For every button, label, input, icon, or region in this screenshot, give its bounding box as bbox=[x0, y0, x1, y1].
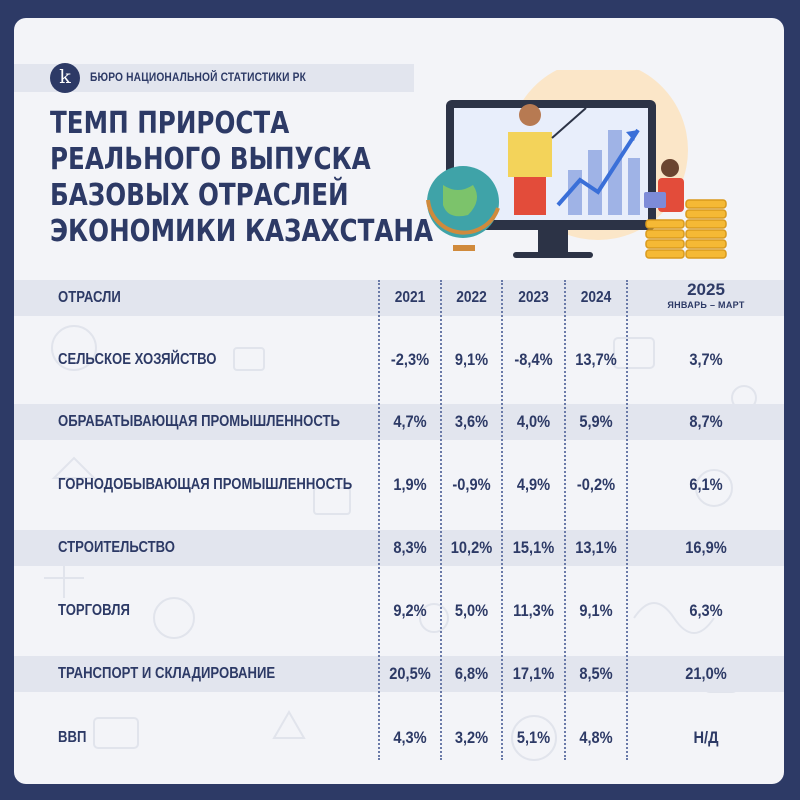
row-sector: СТРОИТЕЛЬСТВО bbox=[58, 539, 175, 556]
cell-2022: 6,8% bbox=[454, 664, 489, 683]
cell-2024: 9,1% bbox=[579, 601, 613, 620]
cell-2025: Н/Д bbox=[693, 728, 719, 747]
header-2025 bbox=[628, 281, 784, 311]
cell-2023: 4,0% bbox=[516, 412, 551, 431]
cell-2021: 1,9% bbox=[393, 475, 427, 494]
row-sector: ВВП bbox=[58, 729, 87, 746]
cell-2022: 9,1% bbox=[454, 350, 489, 369]
cell-2025: 16,9% bbox=[685, 538, 727, 557]
row-sector: ТРАНСПОРТ И СКЛАДИРОВАНИЕ bbox=[58, 665, 276, 682]
title-line: ЭКОНОМИКИ КАЗАХСТАНА bbox=[50, 214, 434, 249]
title-line: БАЗОВЫХ ОТРАСЛЕЙ bbox=[50, 178, 349, 213]
cell-2023: 15,1% bbox=[512, 538, 555, 557]
header-2023: 2023 bbox=[518, 289, 549, 306]
cell-2024: -0,2% bbox=[576, 475, 616, 494]
cell-2025: 6,1% bbox=[689, 475, 723, 494]
cell-2022: -0,9% bbox=[452, 475, 491, 494]
column-divider bbox=[440, 280, 442, 760]
infographic-card bbox=[14, 18, 784, 784]
header-2021: 2021 bbox=[394, 289, 426, 306]
cell-2023: -8,4% bbox=[514, 350, 553, 369]
presenter-head bbox=[519, 104, 541, 126]
economy-illustration bbox=[408, 70, 748, 270]
cell-2023: 5,1% bbox=[516, 728, 551, 747]
row-sector: СЕЛЬСКОЕ ХОЗЯЙСТВО bbox=[58, 351, 217, 368]
cell-2022: 3,6% bbox=[454, 412, 489, 431]
row-sector: ГОРНОДОБЫВАЮЩАЯ ПРОМЫШЛЕННОСТЬ bbox=[58, 476, 353, 493]
header-2025-period: ЯНВАРЬ – МАРТ bbox=[667, 300, 745, 310]
header-2024: 2024 bbox=[580, 289, 612, 306]
presenter-shirt bbox=[508, 132, 552, 177]
monitor-stand bbox=[538, 230, 568, 254]
cell-2022: 5,0% bbox=[454, 601, 489, 620]
column-divider bbox=[501, 280, 503, 760]
cell-2023: 11,3% bbox=[513, 601, 554, 620]
header-2022: 2022 bbox=[456, 289, 487, 306]
cell-2025: 8,7% bbox=[689, 412, 723, 431]
cell-2024: 13,1% bbox=[575, 538, 617, 557]
cell-2021: 4,7% bbox=[393, 412, 427, 431]
bureau-logo: k bbox=[50, 63, 80, 93]
cell-2023: 4,9% bbox=[516, 475, 551, 494]
column-divider bbox=[378, 280, 380, 760]
cell-2024: 8,5% bbox=[579, 664, 613, 683]
source-name: БЮРО НАЦИОНАЛЬНОЙ СТАТИСТИКИ РК bbox=[90, 70, 307, 84]
cell-2024: 4,8% bbox=[579, 728, 613, 747]
cell-2025: 21,0% bbox=[685, 664, 727, 683]
header-sector: ОТРАСЛИ bbox=[58, 289, 121, 306]
column-divider bbox=[564, 280, 566, 760]
cell-2021: 8,3% bbox=[393, 538, 427, 557]
row-sector: ОБРАБАТЫВАЮЩАЯ ПРОМЫШЛЕННОСТЬ bbox=[58, 413, 340, 430]
page-title bbox=[50, 106, 434, 250]
title-line: ТЕМП ПРИРОСТА bbox=[50, 106, 290, 141]
cell-2022: 10,2% bbox=[450, 538, 493, 557]
cell-2021: 4,3% bbox=[393, 728, 427, 747]
cell-2025: 3,7% bbox=[689, 350, 723, 369]
column-divider bbox=[626, 280, 628, 760]
cell-2024: 5,9% bbox=[579, 412, 613, 431]
cell-2024: 13,7% bbox=[575, 350, 617, 369]
cell-2025: 6,3% bbox=[689, 601, 723, 620]
title-line: РЕАЛЬНОГО ВЫПУСКА bbox=[50, 142, 371, 177]
cell-2021: 20,5% bbox=[389, 664, 431, 683]
cell-2021: 9,2% bbox=[393, 601, 427, 620]
cell-2021: -2,3% bbox=[390, 350, 430, 369]
row-sector: ТОРГОВЛЯ bbox=[58, 602, 130, 619]
header-2025-year: 2025 bbox=[687, 280, 725, 299]
cell-2022: 3,2% bbox=[454, 728, 489, 747]
laptop-icon bbox=[644, 192, 666, 208]
cell-2023: 17,1% bbox=[512, 664, 555, 683]
